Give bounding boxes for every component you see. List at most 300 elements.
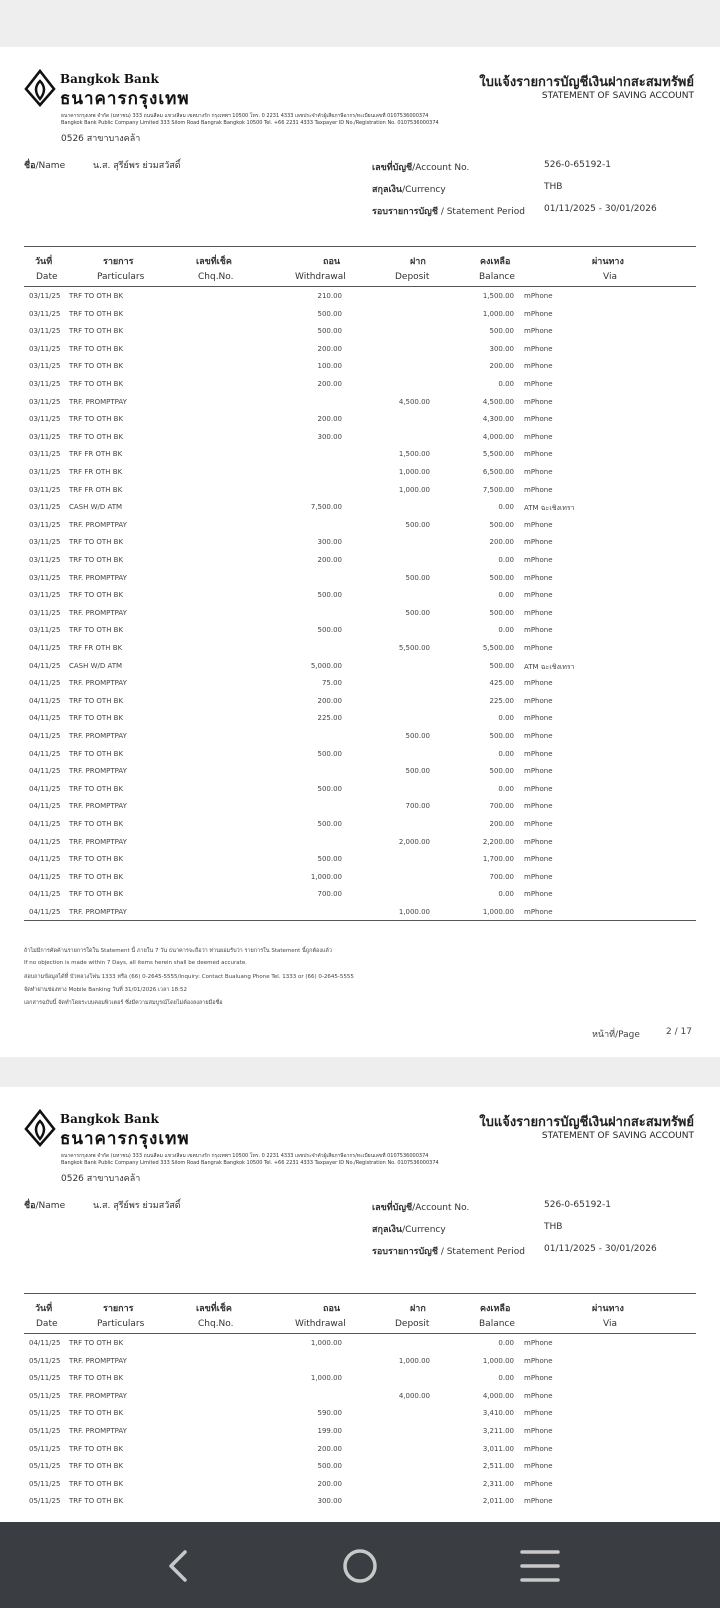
account-no-value: 526-0-65192-1 <box>544 1200 612 1210</box>
cell-deposit: 500.00 <box>405 608 430 617</box>
bangkok-bank-logo-icon <box>24 1109 56 1147</box>
bank-address-en: Bangkok Bank Public Company Limited 333 Silom Road Bangrak Bangkok 10500 Tel. +66 2231 4333 Taxpayer ID No./Registration No. 0107536000374 <box>61 120 439 126</box>
home-circle-icon <box>330 1544 390 1588</box>
cell-withdrawal: 500.00 <box>317 749 342 758</box>
cell-deposit: 1,000.00 <box>398 1356 430 1365</box>
cell-balance: 0.00 <box>498 749 514 758</box>
table-row <box>0 746 720 764</box>
cell-date: 03/11/25 <box>29 520 61 529</box>
cell-particulars: TRF TO OTH BK <box>69 432 124 441</box>
cell-withdrawal: 1,000.00 <box>310 1339 342 1347</box>
cell-withdrawal: 1,000.00 <box>310 872 342 881</box>
cell-balance: 500.00 <box>489 767 514 776</box>
back-button[interactable] <box>150 1544 210 1588</box>
cell-balance: 0.00 <box>498 503 514 512</box>
cell-deposit: 1,000.00 <box>398 468 430 476</box>
cell-date: 04/11/25 <box>29 872 61 881</box>
cell-balance: 5,500.00 <box>482 644 514 652</box>
bank-address-th: ธนาคารกรุงเทพ จำกัด (มหาชน) 333 ถนนสีลม แขวงสีลม เขตบางรัก กรุงเทพฯ 10500 โทร. 0 2231 4333 เลขประจำตัวผู้เสียภาษีอากร/ทะเบียนเลขที่ 0107536000374 <box>61 1153 429 1159</box>
cell-date: 04/11/25 <box>29 837 61 846</box>
cell-date: 03/11/25 <box>29 344 61 353</box>
cell-withdrawal: 5,000.00 <box>310 661 342 670</box>
cell-deposit: 500.00 <box>405 520 430 529</box>
col-date-th: วันที่ <box>35 257 53 267</box>
cell-balance: 1,000.00 <box>482 908 514 916</box>
cell-balance: 500.00 <box>489 608 514 617</box>
cell-withdrawal: 100.00 <box>317 362 342 371</box>
cell-particulars: TRF. PROMPTPAY <box>69 908 127 916</box>
col-deposit-en: Deposit <box>395 272 430 282</box>
cell-via: mPhone <box>524 450 553 459</box>
cell-withdrawal: 200.00 <box>317 1444 342 1453</box>
col-chq-th: เลขที่เช็ค <box>196 257 232 267</box>
cell-date: 05/11/25 <box>29 1409 61 1418</box>
table-row <box>0 763 720 781</box>
cell-withdrawal: 500.00 <box>317 591 342 600</box>
statement-page-1 <box>0 47 720 1057</box>
cell-via: mPhone <box>524 520 553 529</box>
cell-withdrawal: 700.00 <box>317 890 342 899</box>
cell-via: mPhone <box>524 608 553 617</box>
cell-via: mPhone <box>524 802 553 811</box>
col-via-th: ผ่านทาง <box>592 257 624 267</box>
cell-via: mPhone <box>524 397 553 406</box>
cell-balance: 425.00 <box>489 679 514 688</box>
cell-withdrawal: 500.00 <box>317 327 342 336</box>
table-row <box>0 1458 720 1476</box>
table-row <box>0 1370 720 1388</box>
cell-date: 04/11/25 <box>29 908 61 916</box>
cell-particulars: TRF TO OTH BK <box>69 1462 124 1471</box>
bank-address-en: Bangkok Bank Public Company Limited 333 Silom Road Bangrak Bangkok 10500 Tel. +66 2231 4333 Taxpayer ID No./Registration No. 0107536000374 <box>61 1160 439 1166</box>
cell-via: mPhone <box>524 573 553 582</box>
cell-withdrawal: 590.00 <box>317 1409 342 1418</box>
cell-particulars: TRF. PROMPTPAY <box>69 767 127 776</box>
cell-withdrawal: 500.00 <box>317 784 342 793</box>
table-bottom-rule <box>24 920 696 921</box>
period-label: รอบรายการบัญชี / Statement Period <box>372 207 525 217</box>
cell-date: 03/11/25 <box>29 380 61 388</box>
cell-balance: 2,011.00 <box>482 1497 514 1506</box>
cell-particulars: CASH W/D ATM <box>69 503 123 512</box>
cell-deposit: 5,500.00 <box>398 644 430 652</box>
period-value: 01/11/2025 - 30/01/2026 <box>544 1244 657 1254</box>
cell-balance: 1,500.00 <box>482 292 514 300</box>
table-row <box>0 358 720 376</box>
cell-balance: 700.00 <box>489 872 514 881</box>
cell-particulars: TRF TO OTH BK <box>69 344 124 353</box>
cell-via: mPhone <box>524 837 553 846</box>
cell-via: mPhone <box>524 344 553 353</box>
table-row <box>0 869 720 887</box>
footer-note-2: If no objection is made within 7 Days, all items herein shall be deemed accurate. <box>24 960 247 966</box>
table-row <box>0 1476 720 1494</box>
cell-balance: 500.00 <box>489 573 514 582</box>
table-row <box>0 517 720 535</box>
cell-particulars: TRF TO OTH BK <box>69 626 124 635</box>
cell-balance: 4,000.00 <box>482 1391 514 1400</box>
cell-date: 04/11/25 <box>29 1339 61 1347</box>
period-value: 01/11/2025 - 30/01/2026 <box>544 204 657 214</box>
cell-via: mPhone <box>524 292 553 300</box>
cell-date: 05/11/25 <box>29 1497 61 1506</box>
bank-name-en: Bangkok Bank <box>60 1112 159 1126</box>
cell-particulars: TRF. PROMPTPAY <box>69 1356 127 1365</box>
col-deposit-th: ฝาก <box>410 1304 426 1314</box>
recent-apps-button[interactable] <box>510 1544 570 1588</box>
cell-particulars: TRF TO OTH BK <box>69 890 124 899</box>
bank-name-th: ธนาคารกรุงเทพ <box>60 1129 190 1149</box>
cell-via: mPhone <box>524 784 553 793</box>
cell-balance: 0.00 <box>498 591 514 600</box>
cell-particulars: TRF. PROMPTPAY <box>69 397 127 406</box>
cell-via: mPhone <box>524 1427 553 1435</box>
cell-withdrawal: 200.00 <box>317 696 342 705</box>
cell-date: 04/11/25 <box>29 784 61 793</box>
table-row <box>0 429 720 447</box>
account-no-label: เลขที่บัญชี/Account No. <box>372 1203 470 1213</box>
cell-withdrawal: 200.00 <box>317 1479 342 1488</box>
table-row <box>0 376 720 394</box>
bangkok-bank-logo-icon <box>24 69 56 107</box>
cell-balance: 0.00 <box>498 556 514 564</box>
back-chevron-icon <box>150 1544 210 1588</box>
col-withdrawal-th: ถอน <box>323 257 341 267</box>
cell-particulars: TRF. PROMPTPAY <box>69 608 127 617</box>
cell-balance: 4,300.00 <box>482 415 514 424</box>
table-row <box>0 552 720 570</box>
col-deposit-th: ฝาก <box>410 257 426 267</box>
cell-via: ATM ฉะเชิงเทรา <box>524 504 575 513</box>
cell-particulars: TRF TO OTH BK <box>69 749 124 758</box>
table-row <box>0 446 720 464</box>
cell-via: mPhone <box>524 767 553 776</box>
menu-lines-icon <box>510 1544 570 1588</box>
table-row <box>0 640 720 658</box>
table-row <box>0 411 720 429</box>
cell-particulars: TRF TO OTH BK <box>69 292 124 300</box>
table-row <box>0 306 720 324</box>
cell-date: 03/11/25 <box>29 415 61 424</box>
bank-name-en: Bangkok Bank <box>60 72 159 86</box>
col-chq-en: Chq.No. <box>198 1319 234 1329</box>
col-particulars-th: รายการ <box>103 1304 134 1314</box>
table-row <box>0 886 720 904</box>
cell-particulars: TRF TO OTH BK <box>69 380 124 388</box>
col-via-th: ผ่านทาง <box>592 1304 624 1314</box>
cell-balance: 2,311.00 <box>482 1479 514 1488</box>
cell-balance: 200.00 <box>489 538 514 547</box>
cell-via: mPhone <box>524 749 553 758</box>
cell-withdrawal: 500.00 <box>317 626 342 635</box>
cell-balance: 0.00 <box>498 1339 514 1347</box>
cell-balance: 5,500.00 <box>482 450 514 459</box>
statement-title-en: STATEMENT OF SAVING ACCOUNT <box>541 1131 694 1141</box>
table-row <box>0 710 720 728</box>
cell-date: 03/11/25 <box>29 608 61 617</box>
system-navigation-bar <box>0 1522 720 1608</box>
cell-particulars: TRF TO OTH BK <box>69 820 124 828</box>
table-row <box>0 781 720 799</box>
table-row <box>0 464 720 482</box>
cell-date: 03/11/25 <box>29 485 61 494</box>
cell-date: 03/11/25 <box>29 626 61 635</box>
cell-deposit: 4,500.00 <box>398 397 430 406</box>
cell-particulars: TRF TO OTH BK <box>69 538 124 547</box>
cell-balance: 3,211.00 <box>482 1427 514 1435</box>
footer-note-3: สอบถามข้อมูลได้ที่ บัวหลวงโฟน 1333 หรือ (66) 0-2645-5555/Inquiry: Contact Bualuang Phone Tel. 1333 or (66) 0-2645-5555 <box>24 974 354 980</box>
cell-deposit: 500.00 <box>405 573 430 582</box>
cell-balance: 0.00 <box>498 626 514 635</box>
cell-balance: 6,500.00 <box>482 468 514 476</box>
cell-particulars: TRF TO OTH BK <box>69 696 124 705</box>
table-row <box>0 394 720 412</box>
col-balance-en: Balance <box>479 272 515 282</box>
cell-balance: 3,011.00 <box>482 1444 514 1453</box>
cell-particulars: TRF. PROMPTPAY <box>69 573 127 582</box>
cell-particulars: TRF. PROMPTPAY <box>69 837 127 846</box>
cell-particulars: TRF FR OTH BK <box>69 450 123 459</box>
col-date-en: Date <box>36 1319 58 1329</box>
cell-particulars: TRF TO OTH BK <box>69 415 124 424</box>
cell-date: 04/11/25 <box>29 696 61 705</box>
table-row <box>0 1353 720 1371</box>
cell-withdrawal: 300.00 <box>317 432 342 441</box>
col-chq-th: เลขที่เช็ค <box>196 1304 232 1314</box>
cell-date: 04/11/25 <box>29 661 61 670</box>
cell-deposit: 700.00 <box>405 802 430 811</box>
cell-date: 04/11/25 <box>29 679 61 688</box>
cell-date: 03/11/25 <box>29 432 61 441</box>
cell-particulars: TRF. PROMPTPAY <box>69 679 127 688</box>
cell-particulars: TRF TO OTH BK <box>69 309 124 318</box>
table-row <box>0 693 720 711</box>
cell-balance: 7,500.00 <box>482 485 514 494</box>
col-particulars-en: Particulars <box>97 272 145 282</box>
col-via-en: Via <box>603 1319 617 1329</box>
cell-via: mPhone <box>524 485 553 494</box>
cell-date: 04/11/25 <box>29 802 61 811</box>
cell-date: 03/11/25 <box>29 556 61 564</box>
table-top-rule <box>24 1293 696 1294</box>
cell-via: mPhone <box>524 696 553 705</box>
cell-particulars: TRF TO OTH BK <box>69 1409 124 1418</box>
cell-particulars: TRF TO OTH BK <box>69 855 124 864</box>
cell-via: mPhone <box>524 1391 553 1400</box>
cell-date: 03/11/25 <box>29 292 61 300</box>
cell-date: 04/11/25 <box>29 767 61 776</box>
col-particulars-th: รายการ <box>103 257 134 267</box>
cell-balance: 0.00 <box>498 714 514 723</box>
cell-date: 03/11/25 <box>29 468 61 476</box>
cell-date: 03/11/25 <box>29 538 61 547</box>
cell-withdrawal: 500.00 <box>317 820 342 828</box>
col-withdrawal-th: ถอน <box>323 1304 341 1314</box>
table-header-rule <box>24 1333 696 1334</box>
cell-balance: 1,000.00 <box>482 1356 514 1365</box>
cell-via: mPhone <box>524 1462 553 1471</box>
cell-withdrawal: 200.00 <box>317 344 342 353</box>
cell-deposit: 2,000.00 <box>398 837 430 846</box>
cell-withdrawal: 1,000.00 <box>310 1374 342 1383</box>
col-particulars-en: Particulars <box>97 1319 145 1329</box>
table-header-rule <box>24 286 696 287</box>
statement-title-th: ใบแจ้งรายการบัญชีเงินฝากสะสมทรัพย์ <box>479 1115 694 1130</box>
cell-particulars: TRF TO OTH BK <box>69 556 124 564</box>
cell-particulars: TRF TO OTH BK <box>69 1497 124 1506</box>
cell-deposit: 4,000.00 <box>398 1391 430 1400</box>
cell-via: mPhone <box>524 679 553 688</box>
statement-title-en: STATEMENT OF SAVING ACCOUNT <box>541 91 694 101</box>
cell-via: mPhone <box>524 890 553 899</box>
cell-balance: 1,000.00 <box>482 309 514 318</box>
name-label: ชื่อ/Name <box>24 161 66 171</box>
table-row <box>0 341 720 359</box>
table-row <box>0 1493 720 1511</box>
cell-via: mPhone <box>524 362 553 371</box>
col-balance-en: Balance <box>479 1319 515 1329</box>
cell-date: 04/11/25 <box>29 749 61 758</box>
footer-note-5: เอกสารฉบับนี้ จัดทำโดยระบบคอมพิวเตอร์ ซึ่งมีความสมบูรณ์โดยไม่ต้องลงลายมือชื่อ <box>24 1000 223 1006</box>
cell-withdrawal: 210.00 <box>317 292 342 300</box>
cell-balance: 500.00 <box>489 327 514 336</box>
cell-withdrawal: 200.00 <box>317 380 342 388</box>
cell-particulars: TRF TO OTH BK <box>69 1444 124 1453</box>
cell-balance: 200.00 <box>489 362 514 371</box>
table-row <box>0 622 720 640</box>
cell-withdrawal: 75.00 <box>321 679 342 688</box>
cell-deposit: 1,000.00 <box>398 908 430 916</box>
cell-balance: 4,000.00 <box>482 432 514 441</box>
cell-particulars: TRF. PROMPTPAY <box>69 802 127 811</box>
footer-note-4: จัดทำผ่านช่องทาง Mobile Banking วันที่ 31/01/2026 เวลา 18:52 <box>24 987 188 993</box>
table-row <box>0 1423 720 1441</box>
cell-particulars: TRF TO OTH BK <box>69 362 124 371</box>
table-row <box>0 323 720 341</box>
cell-balance: 1,700.00 <box>482 855 514 864</box>
cell-date: 04/11/25 <box>29 732 61 740</box>
cell-via: mPhone <box>524 380 553 388</box>
cell-balance: 0.00 <box>498 380 514 388</box>
cell-withdrawal: 300.00 <box>317 1497 342 1506</box>
cell-via: mPhone <box>524 1374 553 1383</box>
cell-deposit: 500.00 <box>405 767 430 776</box>
cell-via: mPhone <box>524 1356 553 1365</box>
cell-via: mPhone <box>524 327 553 336</box>
cell-deposit: 1,000.00 <box>398 485 430 494</box>
table-row <box>0 675 720 693</box>
cell-via: mPhone <box>524 556 553 564</box>
table-row <box>0 1441 720 1459</box>
name-label: ชื่อ/Name <box>24 1201 66 1211</box>
cell-particulars: TRF FR OTH BK <box>69 468 123 476</box>
name-value: น.ส. สุรีย์พร ย่วมสวัสดิ์ <box>93 1201 181 1211</box>
table-row <box>0 1335 720 1353</box>
cell-particulars: TRF TO OTH BK <box>69 591 124 600</box>
cell-balance: 700.00 <box>489 802 514 811</box>
cell-particulars: TRF. PROMPTPAY <box>69 520 127 529</box>
cell-date: 03/11/25 <box>29 362 61 371</box>
cell-date: 04/11/25 <box>29 890 61 899</box>
table-row <box>0 798 720 816</box>
cell-via: mPhone <box>524 1479 553 1488</box>
table-row <box>0 816 720 834</box>
col-withdrawal-en: Withdrawal <box>295 272 346 282</box>
currency-label: สกุลเงิน/Currency <box>372 185 446 195</box>
cell-date: 05/11/25 <box>29 1462 61 1471</box>
table-row <box>0 1405 720 1423</box>
cell-balance: 500.00 <box>489 661 514 670</box>
table-row <box>0 499 720 517</box>
table-row <box>0 605 720 623</box>
table-top-rule <box>24 246 696 247</box>
page-number: 2 / 17 <box>666 1027 692 1037</box>
cell-date: 05/11/25 <box>29 1391 61 1400</box>
table-row <box>0 834 720 852</box>
cell-particulars: TRF FR OTH BK <box>69 644 123 652</box>
table-row <box>0 482 720 500</box>
footer-note-1: ถ้าไม่มีการคัดค้านรายการใดใน Statement นี้ ภายใน 7 วัน ธนาคารจะถือว่า ท่านยอมรับว่า รายการใน Statement นี้ถูกต้องแล้ว <box>24 948 333 954</box>
statement-title-th: ใบแจ้งรายการบัญชีเงินฝากสะสมทรัพย์ <box>479 75 694 90</box>
cell-withdrawal: 7,500.00 <box>310 503 342 512</box>
cell-balance: 500.00 <box>489 520 514 529</box>
cell-particulars: TRF. PROMPTPAY <box>69 1427 127 1435</box>
cell-particulars: TRF TO OTH BK <box>69 1374 124 1383</box>
cell-particulars: TRF. PROMPTPAY <box>69 1391 127 1400</box>
cell-balance: 0.00 <box>498 890 514 899</box>
cell-particulars: TRF TO OTH BK <box>69 872 124 881</box>
col-date-th: วันที่ <box>35 1304 53 1314</box>
cell-via: mPhone <box>524 309 553 318</box>
cell-withdrawal: 200.00 <box>317 415 342 424</box>
cell-date: 05/11/25 <box>29 1444 61 1453</box>
table-row <box>0 1388 720 1406</box>
cell-via: mPhone <box>524 644 553 652</box>
cell-via: mPhone <box>524 538 553 547</box>
cell-via: mPhone <box>524 908 553 916</box>
cell-date: 04/11/25 <box>29 714 61 723</box>
cell-via: mPhone <box>524 855 553 864</box>
statement-page-2 <box>0 1087 720 1522</box>
col-chq-en: Chq.No. <box>198 272 234 282</box>
cell-deposit: 1,500.00 <box>398 450 430 459</box>
cell-date: 05/11/25 <box>29 1374 61 1383</box>
cell-withdrawal: 300.00 <box>317 538 342 547</box>
cell-via: mPhone <box>524 468 553 476</box>
cell-via: mPhone <box>524 1339 553 1347</box>
currency-label: สกุลเงิน/Currency <box>372 1225 446 1235</box>
account-no-label: เลขที่บัญชี/Account No. <box>372 163 470 173</box>
branch: 0526 สาขาบางคล้า <box>61 134 141 144</box>
account-no-value: 526-0-65192-1 <box>544 160 612 170</box>
cell-withdrawal: 500.00 <box>317 1462 342 1471</box>
cell-deposit: 500.00 <box>405 732 430 740</box>
col-date-en: Date <box>36 272 58 282</box>
bank-address-th: ธนาคารกรุงเทพ จำกัด (มหาชน) 333 ถนนสีลม แขวงสีลม เขตบางรัก กรุงเทพฯ 10500 โทร. 0 2231 4333 เลขประจำตัวผู้เสียภาษีอากร/ทะเบียนเลขที่ 0107536000374 <box>61 113 429 119</box>
cell-via: mPhone <box>524 432 553 441</box>
cell-date: 05/11/25 <box>29 1356 61 1365</box>
period-label: รอบรายการบัญชี / Statement Period <box>372 1247 525 1257</box>
branch: 0526 สาขาบางคล้า <box>61 1174 141 1184</box>
cell-particulars: TRF TO OTH BK <box>69 784 124 793</box>
cell-date: 03/11/25 <box>29 591 61 600</box>
cell-via: mPhone <box>524 820 553 828</box>
col-withdrawal-en: Withdrawal <box>295 1319 346 1329</box>
cell-date: 04/11/25 <box>29 644 61 652</box>
cell-via: mPhone <box>524 626 553 635</box>
home-button[interactable] <box>330 1544 390 1588</box>
table-row <box>0 570 720 588</box>
